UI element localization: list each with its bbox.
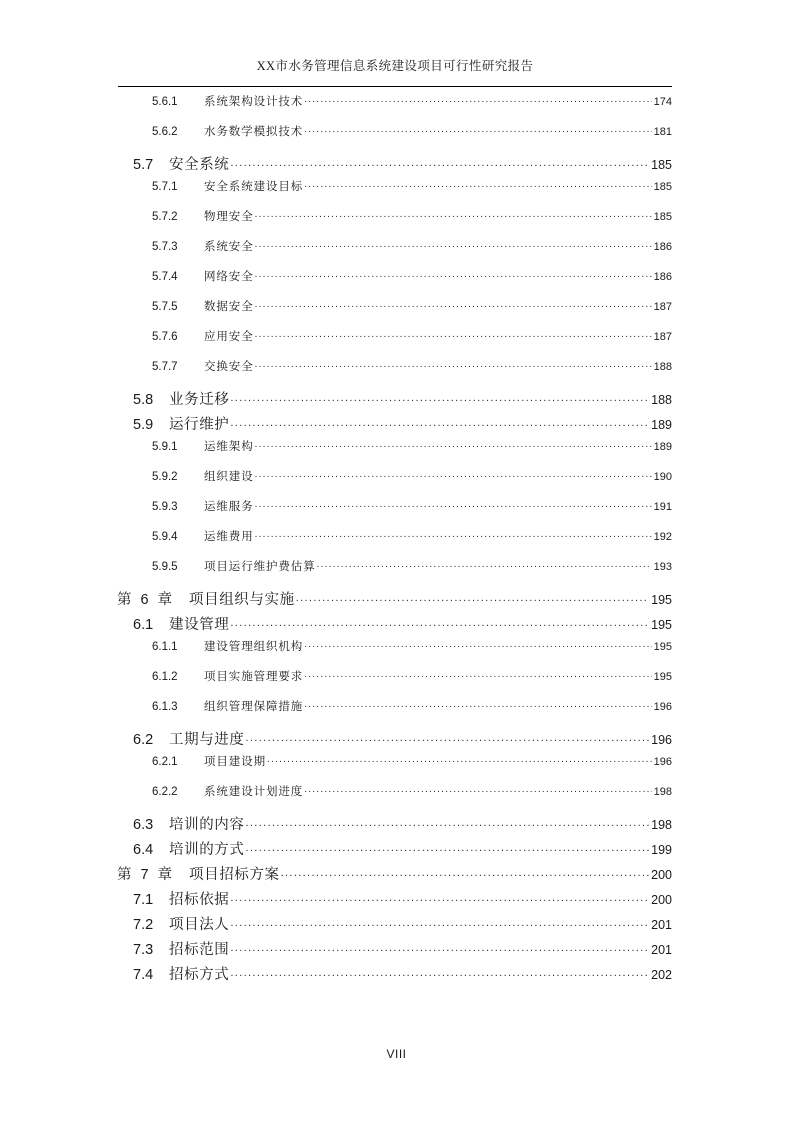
toc-dot-leader xyxy=(296,590,649,605)
toc-entry-number: 6.2.1 xyxy=(152,756,178,768)
toc-entry-title: 网络安全 xyxy=(204,271,254,283)
toc-entry-page-number: 181 xyxy=(653,126,672,138)
toc-entry[interactable] xyxy=(152,208,672,238)
toc-entry-number: 6.3 xyxy=(133,817,154,833)
toc-dot-leader xyxy=(304,639,651,651)
toc-entry[interactable] xyxy=(133,963,672,988)
toc-dot-leader xyxy=(230,155,649,170)
toc-entry-page-number: 187 xyxy=(653,331,672,343)
toc-dot-leader xyxy=(230,890,649,905)
toc-entry-title: 项目组织与实施 xyxy=(189,592,295,608)
toc-entry-title: 业务迁移 xyxy=(169,392,230,408)
toc-dot-leader xyxy=(304,784,651,796)
toc-dot-leader xyxy=(230,965,649,980)
toc-entry[interactable] xyxy=(133,938,672,963)
toc-dot-leader xyxy=(230,615,649,630)
toc-entry-page-number: 200 xyxy=(651,893,672,907)
toc-entry-title: 组织管理保障措施 xyxy=(204,701,304,713)
toc-entry[interactable] xyxy=(152,528,672,558)
toc-entry[interactable] xyxy=(133,913,672,938)
toc-entry-page-number: 187 xyxy=(653,301,672,313)
toc-entry-number: 6.1.1 xyxy=(152,641,178,653)
toc-entry-title: 建设管理组织机构 xyxy=(204,641,304,653)
toc-entry-number: 6.1 xyxy=(133,617,154,633)
toc-entry-page-number: 185 xyxy=(651,158,672,172)
toc-entry-title: 系统架构设计技术 xyxy=(204,96,304,108)
toc-entry-page-number: 188 xyxy=(653,361,672,373)
toc-entry-title: 招标范围 xyxy=(169,942,230,958)
folio-page-number: VIII xyxy=(386,1047,407,1061)
toc-entry[interactable] xyxy=(152,638,672,668)
toc-entry-number: 5.9.1 xyxy=(152,441,178,453)
toc-entry-title: 建设管理 xyxy=(169,617,230,633)
toc-entry-number: 7.3 xyxy=(133,942,154,958)
toc-entry[interactable] xyxy=(133,413,672,438)
toc-entry-number: 5.8 xyxy=(133,392,154,408)
toc-entry-number: 5.7.1 xyxy=(152,181,178,193)
toc-entry-number: 7.2 xyxy=(133,917,154,933)
toc-entry-number: 第 7 章 xyxy=(117,867,175,883)
toc-dot-leader xyxy=(230,415,649,430)
toc-dot-leader xyxy=(230,940,649,955)
toc-entry[interactable] xyxy=(152,328,672,358)
toc-entry-page-number: 199 xyxy=(651,843,672,857)
toc-dot-leader xyxy=(246,840,650,855)
toc-entry-page-number: 188 xyxy=(651,393,672,407)
page-footer xyxy=(0,1045,793,1063)
toc-entry-title: 招标依据 xyxy=(169,892,230,908)
toc-dot-leader xyxy=(255,269,652,281)
toc-entry-page-number: 191 xyxy=(653,501,672,513)
toc-entry-title: 数据安全 xyxy=(204,301,254,313)
toc-entry[interactable] xyxy=(152,498,672,528)
toc-entry[interactable] xyxy=(152,178,672,208)
toc-entry[interactable] xyxy=(152,123,672,153)
toc-dot-leader xyxy=(317,559,652,571)
toc-entry[interactable] xyxy=(152,468,672,498)
toc-entry[interactable] xyxy=(152,783,672,813)
toc-entry-title: 安全系统建设目标 xyxy=(204,181,304,193)
toc-entry-page-number: 189 xyxy=(651,418,672,432)
toc-entry-number: 5.9.2 xyxy=(152,471,178,483)
toc-entry[interactable] xyxy=(133,388,672,413)
toc-dot-leader xyxy=(255,529,652,541)
toc-entry-page-number: 195 xyxy=(651,593,672,607)
toc-entry-title: 运维架构 xyxy=(204,441,254,453)
toc-entry-title: 安全系统 xyxy=(169,157,230,173)
toc-entry-number: 5.7.2 xyxy=(152,211,178,223)
toc-entry-number: 6.2.2 xyxy=(152,786,178,798)
toc-entry[interactable] xyxy=(152,753,672,783)
toc-entry[interactable] xyxy=(117,588,672,613)
toc-dot-leader xyxy=(281,865,650,880)
toc-entry-number: 5.7.7 xyxy=(152,361,178,373)
toc-entry-title: 物理安全 xyxy=(204,211,254,223)
toc-entry[interactable] xyxy=(133,838,672,863)
toc-entry-number: 5.7.4 xyxy=(152,271,178,283)
toc-dot-leader xyxy=(304,94,651,106)
toc-entry-page-number: 196 xyxy=(653,756,672,768)
running-header-title: XX市水务管理信息系统建设项目可行性研究报告 xyxy=(256,59,534,73)
toc-entry-title: 项目运行维护费估算 xyxy=(204,561,316,573)
toc-dot-leader xyxy=(304,669,651,681)
toc-dot-leader xyxy=(255,209,652,221)
toc-dot-leader xyxy=(267,754,652,766)
toc-entry-number: 6.1.2 xyxy=(152,671,178,683)
toc-entry-number: 第 6 章 xyxy=(117,592,175,608)
toc-dot-leader xyxy=(255,469,652,481)
toc-entry-title: 应用安全 xyxy=(204,331,254,343)
toc-entry-title: 组织建设 xyxy=(204,471,254,483)
toc-entry-title: 交换安全 xyxy=(204,361,254,373)
toc-entry[interactable] xyxy=(133,813,672,838)
toc-entry-page-number: 200 xyxy=(651,868,672,882)
toc-entry-page-number: 186 xyxy=(653,271,672,283)
toc-dot-leader xyxy=(255,359,652,371)
toc-entry-page-number: 195 xyxy=(653,641,672,653)
toc-entry-title: 系统安全 xyxy=(204,241,254,253)
toc-entry-title: 运维费用 xyxy=(204,531,254,543)
toc-entry-number: 5.6.1 xyxy=(152,96,178,108)
toc-dot-leader xyxy=(304,699,651,711)
table-of-contents xyxy=(0,93,793,988)
toc-entry[interactable] xyxy=(152,698,672,728)
toc-entry-number: 6.1.3 xyxy=(152,701,178,713)
toc-dot-leader xyxy=(230,390,649,405)
toc-entry[interactable] xyxy=(133,153,672,178)
toc-entry-title: 项目法人 xyxy=(169,917,230,933)
toc-entry[interactable] xyxy=(152,298,672,328)
toc-entry-title: 水务数学模拟技术 xyxy=(204,126,304,138)
toc-entry[interactable] xyxy=(152,668,672,698)
toc-entry[interactable] xyxy=(152,558,672,588)
toc-entry-page-number: 201 xyxy=(651,943,672,957)
toc-dot-leader xyxy=(255,299,652,311)
toc-entry-page-number: 195 xyxy=(653,671,672,683)
toc-entry-page-number: 201 xyxy=(651,918,672,932)
running-header xyxy=(118,58,672,74)
toc-entry[interactable] xyxy=(152,358,672,388)
toc-entry-page-number: 190 xyxy=(653,471,672,483)
toc-entry-title: 项目实施管理要求 xyxy=(204,671,304,683)
toc-entry-title: 项目招标方案 xyxy=(189,867,280,883)
toc-entry-page-number: 198 xyxy=(651,818,672,832)
toc-entry-page-number: 192 xyxy=(653,531,672,543)
toc-entry[interactable] xyxy=(133,728,672,753)
toc-entry-title: 运维服务 xyxy=(204,501,254,513)
toc-entry-number: 5.9.3 xyxy=(152,501,178,513)
toc-entry-page-number: 202 xyxy=(651,968,672,982)
header-divider-rule xyxy=(118,86,672,87)
toc-entry-number: 5.7 xyxy=(133,157,154,173)
toc-entry-number: 5.6.2 xyxy=(152,126,178,138)
toc-entry-number: 5.9.5 xyxy=(152,561,178,573)
toc-entry-page-number: 193 xyxy=(653,561,672,573)
toc-entry-number: 5.7.3 xyxy=(152,241,178,253)
toc-entry-title: 招标方式 xyxy=(169,967,230,983)
toc-entry-number: 6.2 xyxy=(133,732,154,748)
toc-dot-leader xyxy=(246,815,650,830)
toc-entry-page-number: 185 xyxy=(653,181,672,193)
toc-entry-page-number: 189 xyxy=(653,441,672,453)
toc-entry-page-number: 174 xyxy=(653,96,672,108)
toc-entry-title: 培训的内容 xyxy=(169,817,245,833)
toc-entry-page-number: 196 xyxy=(653,701,672,713)
toc-dot-leader xyxy=(304,179,651,191)
toc-dot-leader xyxy=(246,730,650,745)
toc-entry-number: 6.4 xyxy=(133,842,154,858)
toc-entry-title: 项目建设期 xyxy=(204,756,266,768)
toc-dot-leader xyxy=(255,439,652,451)
toc-entry-title: 工期与进度 xyxy=(169,732,245,748)
toc-entry[interactable] xyxy=(152,268,672,298)
toc-entry-page-number: 195 xyxy=(651,618,672,632)
toc-entry-number: 5.9.4 xyxy=(152,531,178,543)
toc-entry-number: 5.7.5 xyxy=(152,301,178,313)
toc-entry-title: 运行维护 xyxy=(169,417,230,433)
toc-entry[interactable] xyxy=(133,613,672,638)
toc-entry[interactable] xyxy=(152,93,672,123)
toc-dot-leader xyxy=(255,329,652,341)
toc-entry[interactable] xyxy=(152,238,672,268)
toc-entry-page-number: 185 xyxy=(653,211,672,223)
toc-dot-leader xyxy=(255,239,652,251)
toc-entry-title: 培训的方式 xyxy=(169,842,245,858)
toc-entry-number: 5.7.6 xyxy=(152,331,178,343)
toc-entry-page-number: 186 xyxy=(653,241,672,253)
toc-entry[interactable] xyxy=(152,438,672,468)
toc-dot-leader xyxy=(255,499,652,511)
toc-entry-number: 7.1 xyxy=(133,892,154,908)
toc-entry[interactable] xyxy=(133,888,672,913)
toc-dot-leader xyxy=(304,124,651,136)
toc-entry-number: 5.9 xyxy=(133,417,154,433)
toc-entry-number: 7.4 xyxy=(133,967,154,983)
toc-entry[interactable] xyxy=(117,863,672,888)
toc-entry-title: 系统建设计划进度 xyxy=(204,786,304,798)
toc-entry-page-number: 196 xyxy=(651,733,672,747)
toc-dot-leader xyxy=(230,915,649,930)
toc-entry-page-number: 198 xyxy=(653,786,672,798)
